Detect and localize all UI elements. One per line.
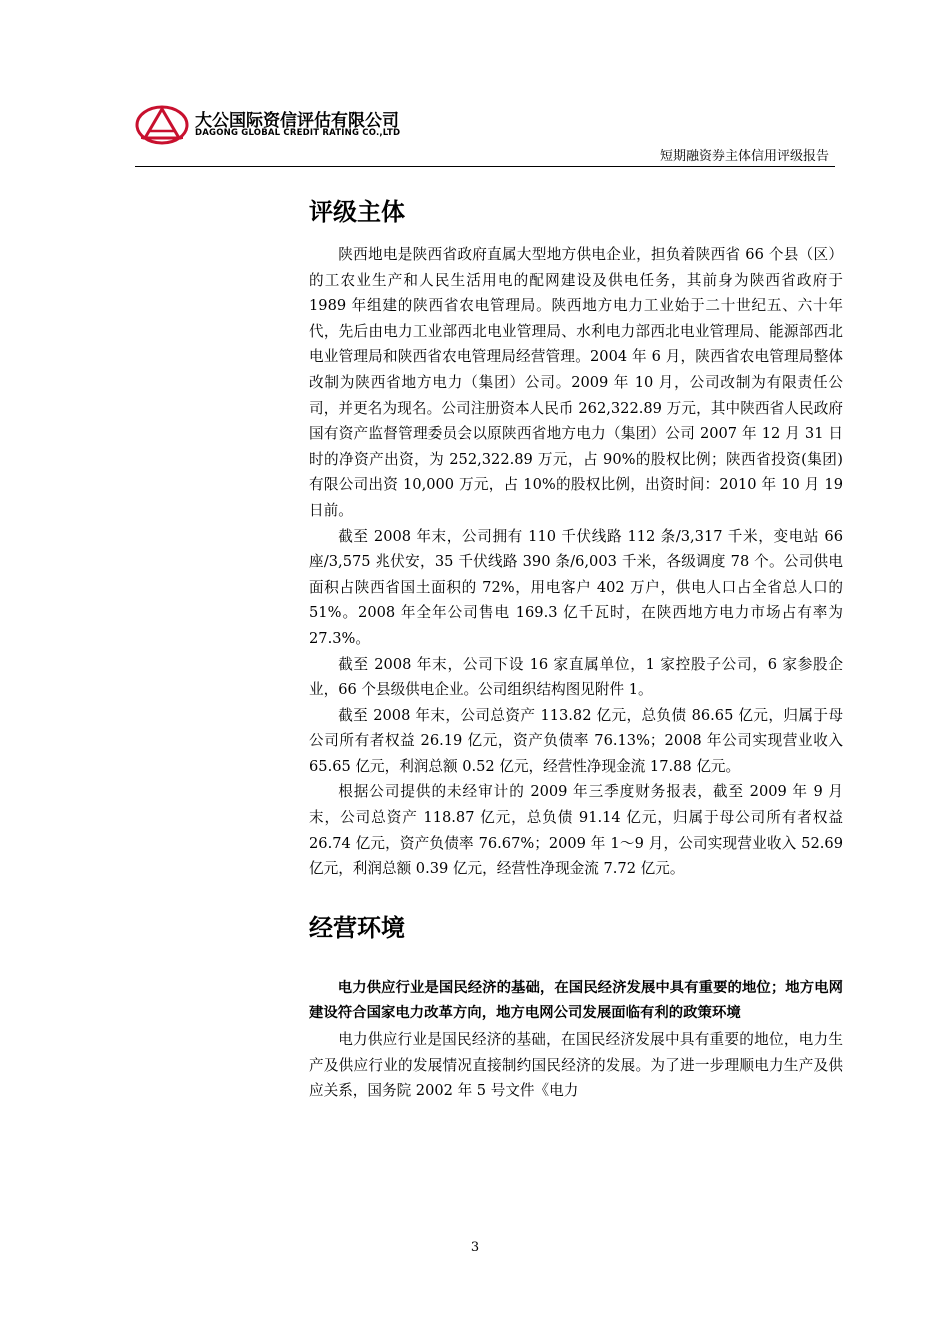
header-divider xyxy=(135,166,835,167)
page-header xyxy=(135,100,835,170)
paragraph: 截至 2008 年末，公司下设 16 家直属单位，1 家控股子公司，6 家参股企业，66 个县级供电企业。公司组织结构图见附件 1。 xyxy=(309,655,843,699)
company-name-en: DAGONG GLOBAL CREDIT RATING CO.,LTD xyxy=(195,128,401,138)
dagong-logo-icon xyxy=(135,105,189,145)
report-type: 短期融资券主体信用评级报告 xyxy=(659,149,829,164)
paragraph: 电力供应行业是国民经济的基础，在国民经济发展中具有重要的地位，电力生产及供应行业的发展情况直接制约国民经济的发展。为了进一步理顺电力生产及供应关系，国务院 2002 年 5 号文件《电力 xyxy=(309,1031,843,1100)
paragraph: 截至 2008 年末，公司总资产 113.82 亿元，总负债 86.65 亿元，归属于母公司所有者权益 26.19 亿元，资产负债率 76.13%；2008 年公司实现营业收入 65.65 亿元，利润总额 0.52 亿元，经营性净现金流 17.88 亿元。 xyxy=(309,706,843,775)
section-rating-subject xyxy=(309,192,843,882)
paragraph: 陕西地电是陕西省政府直属大型地方供电企业，担负着陕西省 66 个县（区）的工农业生产和人民生活用电的配网建设及供电任务，其前身为陕西省政府于 1989 年组建的陕西省农电管理局。陕西地方电力工业始于二十世纪五、六十年代，先后由电力工业部西北电业管理局、水利电力部西北电业管理局、能源部西北电业管理局和陕西省农电管理局经营管理。2004 年 6 月，陕西省农电管理局整体改制为陕西省地方电力（集团）公司。2009 年 10 月，公司改制为有限责任公司，并更名为现名。公司注册资本人民币 262,322.89 万元，其中陕西省人民政府国有资产监督管理委员会以原陕西省地方电力（集团）公司 2007 年 12 月 31 日时的净资产出资，为 252,322.89 万元，占 90%的股权比例；陕西省投资(集团)有限公司出资 10,000 万元，占 10%的股权比例，出资时间：2010 年 10 月 19 日前。 xyxy=(309,246,843,519)
company-name-cn: 大公国际资信评估有限公司 xyxy=(195,111,399,131)
paragraph: 根据公司提供的未经审计的 2009 年三季度财务报表，截至 2009 年 9 月末，公司总资产 118.87 亿元，总负债 91.14 亿元，归属于母公司所有者权益 26.74 亿元，资产负债率 76.67%；2009 年 1～9 月，公司实现营业收入 52.69 亿元，利润总额 0.39 亿元，经营性净现金流 7.72 亿元。 xyxy=(309,783,843,878)
page-number: 3 xyxy=(470,1240,480,1255)
section-operating-environment xyxy=(309,908,843,1104)
section-title: 经营环境 xyxy=(309,913,405,942)
paragraph: 截至 2008 年末，公司拥有 110 千伏线路 112 条/3,317 千米，变电站 66 座/3,575 兆伏安，35 千伏线路 390 条/6,003 千米，各级调度 78 个。公司供电面积占陕西省国土面积的 72%，用电客户 402 万户，供电人口占全省总人口的 51%。2008 年全年公司售电 169.3 亿千瓦时，在陕西地方电力市场占有率为 27.3%。 xyxy=(309,527,843,647)
section-subheading: 电力供应行业是国民经济的基础，在国民经济发展中具有重要的地位；地方电网建设符合国家电力改革方向，地方电网公司发展面临有利的政策环境 xyxy=(309,979,843,1022)
section-title: 评级主体 xyxy=(309,198,405,226)
page-content xyxy=(309,192,843,1104)
